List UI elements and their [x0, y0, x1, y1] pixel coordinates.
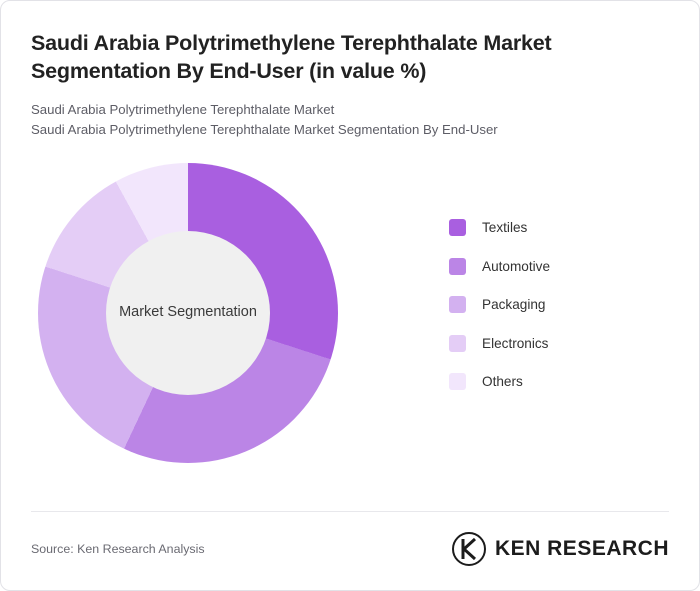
legend-item[interactable] [449, 209, 689, 248]
legend-swatch-icon [449, 258, 466, 275]
legend-item[interactable] [449, 324, 689, 363]
chart-legend [449, 209, 689, 402]
source-note: Source: Ken Research Analysis [31, 542, 205, 556]
subtitle-market: Saudi Arabia Polytrimethylene Terephthalate Market [31, 101, 335, 117]
legend-label: Electronics [482, 335, 549, 351]
brand-logo [452, 532, 669, 566]
legend-label: Packaging [482, 297, 546, 313]
legend-label: Textiles [482, 220, 528, 236]
chart-area [31, 163, 669, 463]
ken-monogram-icon [452, 532, 486, 566]
subtitle-segmentation: Saudi Arabia Polytrimethylene Terephthalate Market Segmentation By End-User [31, 122, 498, 138]
legend-swatch-icon [449, 219, 466, 236]
page-title: Saudi Arabia Polytrimethylene Terephthalate Market Segmentation By End-User (in value %) [31, 31, 552, 84]
legend-item[interactable] [449, 247, 689, 286]
legend-item[interactable] [449, 363, 689, 402]
legend-item[interactable] [449, 286, 689, 325]
legend-label: Others [482, 374, 523, 390]
legend-swatch-icon [449, 373, 466, 390]
legend-label: Automotive [482, 258, 551, 274]
legend-swatch-icon [449, 335, 466, 352]
legend-swatch-icon [449, 296, 466, 313]
card-footer [31, 511, 669, 566]
donut-chart [33, 163, 343, 463]
donut-center-label: Market Segmentation [119, 303, 257, 320]
donut-hole [106, 231, 270, 395]
brand-text: KEN RESEARCH [494, 537, 669, 560]
